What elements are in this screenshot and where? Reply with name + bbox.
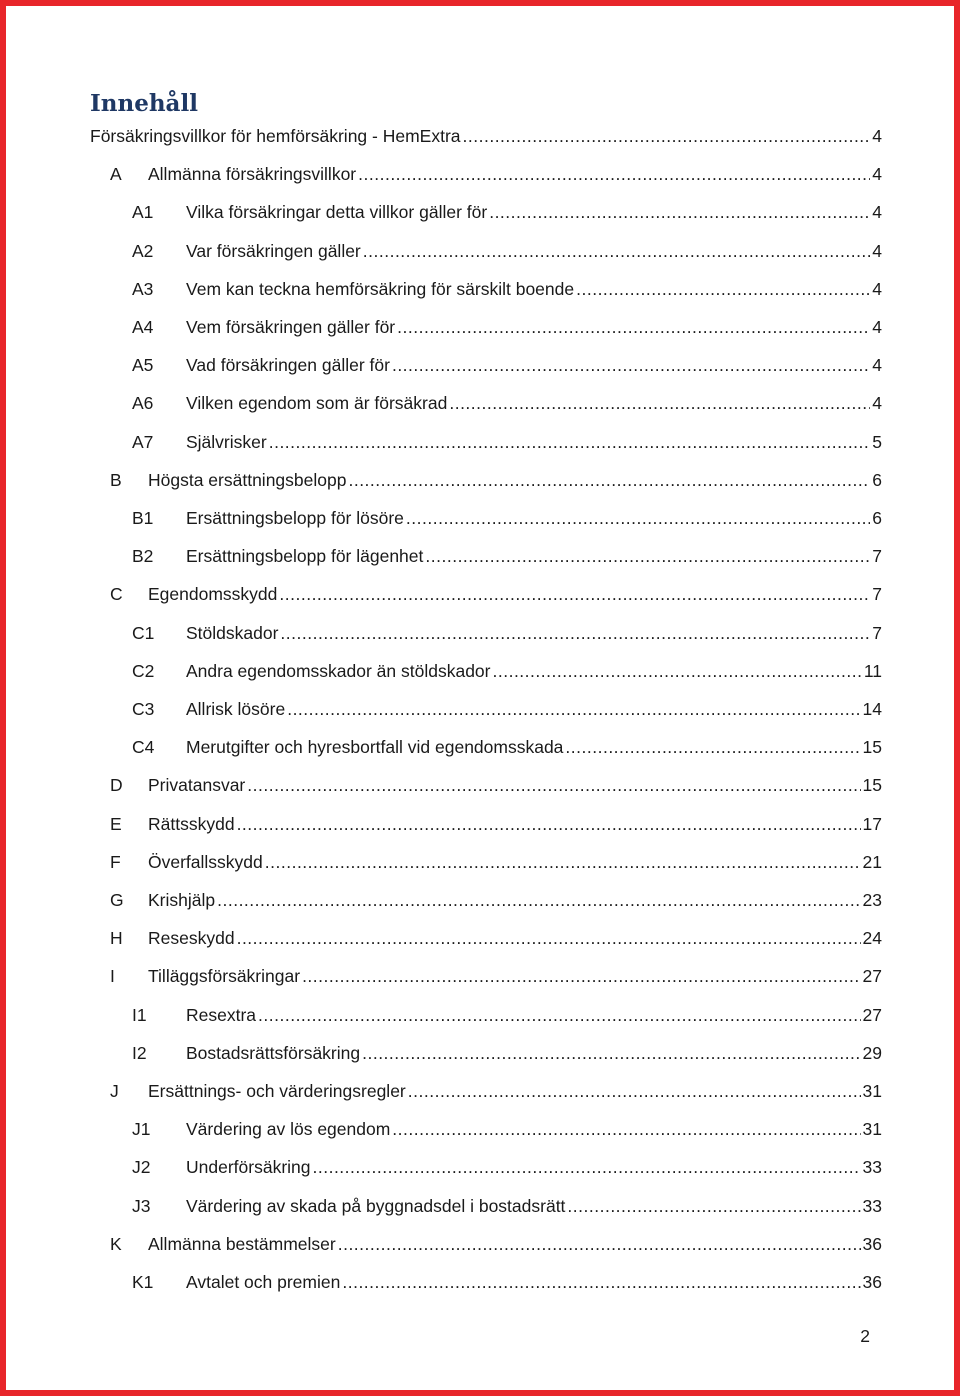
toc-entry-page: 23 (862, 890, 882, 910)
toc-entry-number: C1 (132, 623, 155, 643)
toc-entry-line (186, 544, 882, 568)
toc-entry-title: Högsta ersättningsbelopp (148, 470, 347, 490)
toc-entry-page: 15 (862, 737, 882, 757)
toc-entry[interactable] (6, 544, 960, 568)
dot-leader (362, 1041, 860, 1065)
toc-entry-page: 21 (862, 852, 882, 872)
toc-entry-title: Merutgifter och hyresbortfall vid egendomsskada (186, 737, 564, 757)
toc-entry-page: 15 (862, 775, 882, 795)
toc-entry-page: 4 (872, 279, 882, 299)
toc-entry-number: I1 (132, 1005, 147, 1025)
toc-entry[interactable] (6, 850, 960, 874)
toc-entry-number: A1 (132, 202, 154, 222)
toc-entry-title: Avtalet och premien (186, 1272, 341, 1292)
toc-entry-page: 29 (862, 1043, 882, 1063)
toc-entry-number: A5 (132, 355, 154, 375)
toc-entry-page: 31 (862, 1119, 882, 1139)
toc-entry-line (186, 1194, 882, 1218)
toc-entry[interactable] (6, 888, 960, 912)
dot-leader (287, 697, 860, 721)
toc-entry-line (148, 850, 882, 874)
dot-leader (280, 621, 870, 645)
toc-entry-title: Värdering av lös egendom (186, 1119, 391, 1139)
toc-entry-line (186, 1041, 882, 1065)
toc-entry[interactable] (6, 812, 960, 836)
toc-entry-number: J1 (132, 1119, 151, 1139)
toc-entry-title: Värdering av skada på byggnadsdel i bostadsrätt (186, 1196, 566, 1216)
toc-entry[interactable] (6, 1194, 960, 1218)
dot-leader (565, 735, 860, 759)
dot-leader (247, 773, 860, 797)
dot-leader (408, 1079, 861, 1103)
toc-entry-line (148, 1232, 882, 1256)
dot-leader (392, 1117, 860, 1141)
toc-entry-number: C3 (132, 699, 155, 719)
toc-entry[interactable] (6, 773, 960, 797)
toc-entry-page: 33 (862, 1196, 882, 1216)
toc-entry[interactable] (6, 926, 960, 950)
toc-entry-number: B2 (132, 546, 154, 566)
toc-entry[interactable] (6, 1041, 960, 1065)
toc-entry-title: Ersättnings- och värderingsregler (148, 1081, 406, 1101)
toc-entry-title: Vad försäkringen gäller för (186, 355, 390, 375)
toc-entry-title: Resextra (186, 1005, 257, 1025)
toc-entry-page: 5 (872, 432, 882, 452)
page-number: 2 (860, 1326, 870, 1346)
dot-leader (392, 353, 870, 377)
toc-entry[interactable] (6, 1270, 960, 1294)
dot-leader (237, 926, 861, 950)
toc-entry[interactable] (6, 659, 960, 683)
toc-entry[interactable] (6, 239, 960, 263)
toc-entry-line (186, 353, 882, 377)
toc-entry-line (186, 697, 882, 721)
toc-entry-page: 14 (862, 699, 882, 719)
toc-entry-number: A7 (132, 432, 154, 452)
toc-entry-title: Vilken egendom som är försäkrad (186, 393, 448, 413)
toc-entry[interactable] (6, 315, 960, 339)
dot-leader (265, 850, 861, 874)
toc-entry-page: 4 (872, 202, 882, 222)
toc-entry-number: D (110, 775, 123, 795)
toc-entry-page: 33 (862, 1157, 882, 1177)
dot-leader (489, 200, 870, 224)
dot-leader (279, 582, 870, 606)
toc-entry-title: Stöldskador (186, 623, 279, 643)
toc-entry-page: 17 (862, 814, 882, 834)
toc-entry-page: 7 (872, 584, 882, 604)
toc-entry-page: 7 (872, 623, 882, 643)
toc-entry-page: 7 (872, 546, 882, 566)
dot-leader (567, 1194, 860, 1218)
toc-entry[interactable] (6, 391, 960, 415)
toc-entry-number: J (110, 1081, 119, 1101)
toc-entry[interactable] (6, 1155, 960, 1179)
toc-entry-page: 27 (862, 1005, 882, 1025)
toc-entry-number: E (110, 814, 122, 834)
toc-entry-title: Tilläggsförsäkringar (148, 966, 301, 986)
toc-entry-line (186, 1155, 882, 1179)
toc-entry-line (186, 239, 882, 263)
toc-entry-title: Bostadsrättsförsäkring (186, 1043, 361, 1063)
toc-entry-line (186, 659, 882, 683)
toc-entry[interactable] (6, 506, 960, 530)
toc-entry-number: H (110, 928, 123, 948)
toc-entry-line (186, 315, 882, 339)
toc-entry[interactable] (6, 277, 960, 301)
toc-entry-line (148, 888, 882, 912)
toc-entry-number: I2 (132, 1043, 147, 1063)
toc-entry-number: A4 (132, 317, 154, 337)
toc-entry-title: Försäkringsvillkor för hemförsäkring - HemExtra (90, 126, 461, 146)
dot-leader (358, 162, 870, 186)
toc-entry[interactable] (6, 468, 960, 492)
toc-entry-title: Rättsskydd (148, 814, 235, 834)
toc-entry-title: Självrisker (186, 432, 267, 452)
toc-entry[interactable] (6, 1003, 960, 1027)
dot-leader (338, 1232, 861, 1256)
toc-entry-title: Allmänna bestämmelser (148, 1234, 336, 1254)
toc-entry[interactable] (6, 582, 960, 606)
toc-entry[interactable] (6, 964, 960, 988)
toc-entry-number: B1 (132, 508, 154, 528)
toc-entry-number: C4 (132, 737, 155, 757)
toc-entry[interactable] (6, 200, 960, 224)
dot-leader (237, 812, 861, 836)
toc-entry-title: Andra egendomsskador än stöldskador (186, 661, 491, 681)
dot-leader (449, 391, 870, 415)
toc-entry[interactable] (6, 124, 960, 148)
toc-entry-page: 4 (872, 393, 882, 413)
dot-leader (348, 468, 870, 492)
dot-leader (406, 506, 870, 530)
toc-entry-line (90, 124, 882, 148)
toc-entry-page: 27 (862, 966, 882, 986)
toc-entry-page: 6 (872, 470, 882, 490)
dot-leader (258, 1003, 861, 1027)
toc-entry[interactable] (6, 162, 960, 186)
toc-entry-title: Ersättningsbelopp för lägenhet (186, 546, 424, 566)
dot-leader (342, 1270, 860, 1294)
toc-entry[interactable] (6, 697, 960, 721)
toc-entry-number: J3 (132, 1196, 151, 1216)
toc-entry-page: 4 (872, 317, 882, 337)
toc-entry-number: C2 (132, 661, 155, 681)
toc-entry-page: 4 (872, 241, 882, 261)
toc-entry-line (186, 1270, 882, 1294)
toc-entry-title: Allmänna försäkringsvillkor (148, 164, 357, 184)
toc-entry-title: Reseskydd (148, 928, 235, 948)
toc-entry[interactable] (6, 1117, 960, 1141)
toc-entry[interactable] (6, 735, 960, 759)
toc-entry-number: C (110, 584, 123, 604)
toc-entry-line (186, 1003, 882, 1027)
toc-entry-line (148, 964, 882, 988)
dot-leader (576, 277, 870, 301)
toc-entry[interactable] (6, 1232, 960, 1256)
dot-leader (313, 1155, 861, 1179)
toc-entry-title: Egendomsskydd (148, 584, 278, 604)
toc-entry-number: G (110, 890, 124, 910)
toc-entry-line (148, 773, 882, 797)
toc-entry-title: Var försäkringen gäller (186, 241, 361, 261)
toc-entry-line (186, 735, 882, 759)
toc-entry-number: F (110, 852, 121, 872)
toc-entry-page: 6 (872, 508, 882, 528)
dot-leader (302, 964, 860, 988)
toc-entry-title: Underförsäkring (186, 1157, 311, 1177)
toc-entry-line (148, 812, 882, 836)
toc-entry[interactable] (6, 621, 960, 645)
toc-entry-number: K (110, 1234, 122, 1254)
toc-entry-title: Krishjälp (148, 890, 216, 910)
toc-entry-number: A3 (132, 279, 154, 299)
dot-leader (425, 544, 870, 568)
dot-leader (397, 315, 870, 339)
toc-entry-line (148, 1079, 882, 1103)
toc-entry-number: I (110, 966, 115, 986)
toc-entry-line (186, 621, 882, 645)
toc-entry-line (186, 1117, 882, 1141)
toc-entry-page: 4 (872, 355, 882, 375)
toc-entry-title: Överfallsskydd (148, 852, 263, 872)
dot-leader (217, 888, 860, 912)
toc-entry-title: Vilka försäkringar detta villkor gäller för (186, 202, 488, 222)
toc-entry-title: Ersättningsbelopp för lösöre (186, 508, 404, 528)
toc-entry-line (148, 582, 882, 606)
toc-entry-number: K1 (132, 1272, 154, 1292)
toc-entry-page: 11 (863, 661, 882, 681)
toc-entry-page: 36 (862, 1272, 882, 1292)
toc-entry-title: Allrisk lösöre (186, 699, 286, 719)
toc-entry-line (148, 162, 882, 186)
toc-entry-page: 4 (872, 164, 882, 184)
toc-heading: Innehåll (90, 90, 198, 117)
toc-entry-number: A6 (132, 393, 154, 413)
toc-entry[interactable] (6, 353, 960, 377)
toc-entry-line (186, 506, 882, 530)
toc-entry-number: B (110, 470, 122, 490)
toc-entry-number: A (110, 164, 122, 184)
toc-entry-number: J2 (132, 1157, 151, 1177)
toc-entry-page: 4 (872, 126, 882, 146)
dot-leader (363, 239, 871, 263)
toc-entry-line (186, 200, 882, 224)
toc-entry-title: Privatansvar (148, 775, 246, 795)
dot-leader (493, 659, 862, 683)
toc-entry-line (186, 391, 882, 415)
toc-entry-line (186, 277, 882, 301)
toc-entry-line (148, 926, 882, 950)
dot-leader (463, 124, 871, 148)
dot-leader (269, 430, 871, 454)
toc-entry-number: A2 (132, 241, 154, 261)
toc-entry-page: 36 (862, 1234, 882, 1254)
toc-entry-line (148, 468, 882, 492)
toc-entry[interactable] (6, 1079, 960, 1103)
toc-entry-title: Vem försäkringen gäller för (186, 317, 396, 337)
toc-entry-page: 31 (862, 1081, 882, 1101)
toc-entry-line (186, 430, 882, 454)
toc-entry[interactable] (6, 430, 960, 454)
toc-entry-page: 24 (862, 928, 882, 948)
toc-entry-title: Vem kan teckna hemförsäkring för särskilt boende (186, 279, 575, 299)
